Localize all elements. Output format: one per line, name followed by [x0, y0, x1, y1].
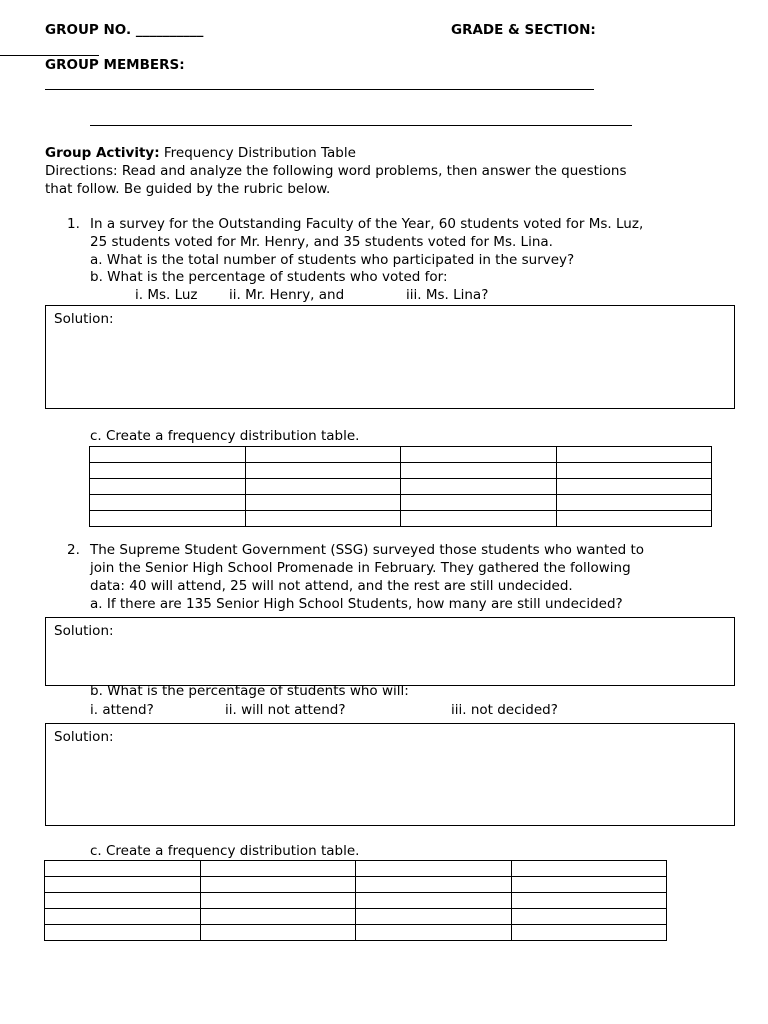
table-row [45, 893, 667, 909]
directions-line-1: Directions: Read and analyze the following word problems, then answer the questions [45, 163, 627, 179]
group-members-line-1[interactable] [45, 89, 594, 90]
table-cell [356, 909, 512, 925]
problem2-solution-box-a[interactable] [45, 617, 735, 686]
directions-line-2: that follow. Be guided by the rubric below. [45, 181, 331, 197]
table-cell [401, 479, 557, 495]
problem2-line-2: join the Senior High School Promenade in February. They gathered the following [90, 560, 631, 576]
problem2-solution-box-b[interactable] [45, 723, 735, 826]
group-no-label: GROUP NO. __________ [45, 22, 204, 38]
table-cell [90, 511, 246, 527]
table-row [90, 447, 712, 463]
activity-title [45, 145, 356, 161]
problem1-question-a: a. What is the total number of students who participated in the survey? [90, 252, 575, 268]
table-cell [90, 479, 246, 495]
table-row [45, 861, 667, 877]
table-cell [45, 877, 201, 893]
table-cell [356, 877, 512, 893]
table-cell [511, 925, 667, 941]
table-row [45, 909, 667, 925]
problem2-line-3: data: 40 will attend, 25 will not attend, and the rest are still undecided. [90, 578, 573, 594]
table-cell [356, 925, 512, 941]
table-cell [401, 495, 557, 511]
table-cell [556, 495, 712, 511]
problem2-question-a: a. If there are 135 Senior High School Students, how many are still undecided? [90, 596, 623, 612]
table-row [90, 495, 712, 511]
table-row [45, 877, 667, 893]
table-cell [245, 463, 401, 479]
table-row [90, 463, 712, 479]
table-cell [556, 479, 712, 495]
table-cell [200, 909, 356, 925]
group-members-line-2[interactable] [90, 125, 632, 126]
problem2-option-2: ii. will not attend? [225, 702, 346, 718]
table-cell [511, 893, 667, 909]
table-cell [45, 893, 201, 909]
table-row [45, 925, 667, 941]
table-cell [200, 925, 356, 941]
table-cell [45, 909, 201, 925]
table-cell [356, 861, 512, 877]
problem1-line-2: 25 students voted for Mr. Henry, and 35 students voted for Ms. Lina. [90, 234, 553, 250]
table-cell [90, 495, 246, 511]
activity-title-rest: Frequency Distribution Table [159, 145, 356, 161]
problem1-question-c: c. Create a frequency distribution table. [90, 428, 360, 444]
solution-label: Solution: [54, 729, 114, 745]
problem2-frequency-table[interactable] [44, 860, 667, 941]
table-cell [200, 861, 356, 877]
problem2-question-b: b. What is the percentage of students who will: [90, 683, 409, 699]
grade-section-line[interactable] [0, 55, 99, 56]
table-row [90, 511, 712, 527]
problem1-frequency-table[interactable] [89, 446, 712, 527]
problem2-question-c: c. Create a frequency distribution table. [90, 843, 360, 859]
table-cell [45, 925, 201, 941]
problem2-line-1: The Supreme Student Government (SSG) surveyed those students who wanted to [90, 542, 645, 558]
table-cell [245, 511, 401, 527]
table-row [90, 479, 712, 495]
activity-title-bold: Group Activity: [45, 145, 160, 161]
table-cell [245, 495, 401, 511]
problem1-line-1: In a survey for the Outstanding Faculty of the Year, 60 students voted for Ms. Luz, [90, 216, 644, 232]
table-cell [511, 909, 667, 925]
table-cell [245, 479, 401, 495]
problem1-solution-box[interactable] [45, 305, 735, 409]
problem2-option-1: i. attend? [90, 702, 154, 718]
table-cell [511, 861, 667, 877]
problem1-option-2: ii. Mr. Henry, and [229, 287, 345, 303]
problem2-number: 2. [67, 542, 80, 558]
table-cell [556, 511, 712, 527]
table-cell [200, 877, 356, 893]
table-cell [200, 893, 356, 909]
problem2-option-3: iii. not decided? [451, 702, 558, 718]
problem1-option-3: iii. Ms. Lina? [406, 287, 489, 303]
table-cell [356, 893, 512, 909]
table-cell [401, 511, 557, 527]
table-cell [511, 877, 667, 893]
problem1-number: 1. [67, 216, 80, 232]
table-cell [401, 463, 557, 479]
problem1-option-1: i. Ms. Luz [135, 287, 198, 303]
table-cell [556, 447, 712, 463]
table-cell [90, 447, 246, 463]
grade-section-label: GRADE & SECTION: [451, 22, 596, 38]
solution-label: Solution: [54, 623, 114, 639]
solution-label: Solution: [54, 311, 114, 327]
table-cell [45, 861, 201, 877]
problem1-question-b: b. What is the percentage of students who voted for: [90, 269, 448, 285]
group-members-label: GROUP MEMBERS: [45, 57, 185, 73]
table-cell [401, 447, 557, 463]
table-cell [245, 447, 401, 463]
table-cell [556, 463, 712, 479]
table-cell [90, 463, 246, 479]
